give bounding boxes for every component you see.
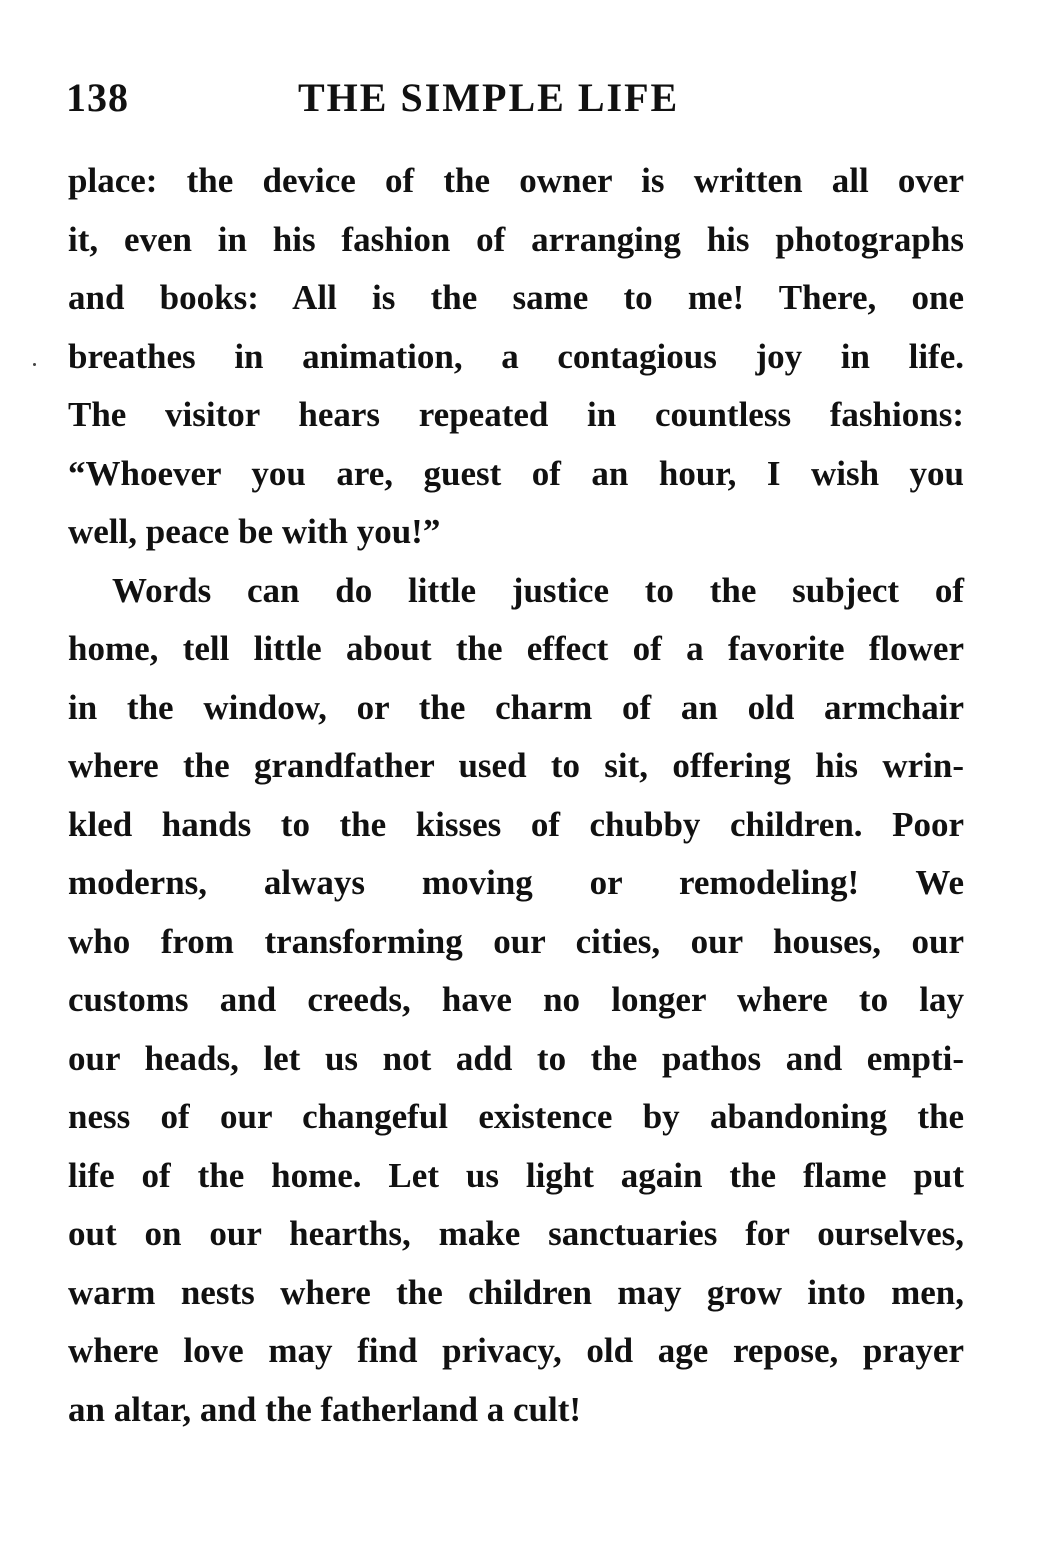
text-line: customs and creeds, have no longer where to lay: [68, 980, 964, 1019]
running-head: [66, 74, 966, 126]
text-line: out on our hearths, make sanctuaries for ourselves,: [68, 1214, 964, 1253]
text-line: kled hands to the kisses of chubby children. Poor: [68, 804, 964, 844]
text-line: life of the home. Let us light again the flame put: [68, 1155, 964, 1195]
text-line: who from transforming our cities, our houses, our: [68, 921, 964, 961]
text-line: “Whoever you are, guest of an hour, I wish you: [68, 453, 964, 493]
text-line: breathes in animation, a contagious joy in life.: [68, 336, 964, 376]
text-line: where love may find privacy, old age repose, prayer: [68, 1331, 964, 1370]
text-line: place: the device of the owner is written all over: [68, 161, 964, 200]
text-line: it, even in his fashion of arranging his photographs: [68, 219, 964, 259]
text-line: an altar, and the fatherland a cult!: [68, 1389, 582, 1429]
paragraph-2: [68, 562, 964, 1440]
text-line: Words can do little justice to the subject of: [112, 570, 964, 610]
text-line: ness of our changeful existence by abandoning the: [68, 1097, 964, 1136]
body-text: [68, 152, 964, 1439]
text-line: and books: All is the same to me! There, one: [68, 278, 964, 317]
paragraph-1: [68, 152, 964, 562]
text-line: home, tell little about the effect of a favorite flower: [68, 629, 964, 668]
margin-speck: [33, 363, 36, 366]
text-line: where the grandfather used to sit, offering his wrin-: [68, 746, 964, 785]
text-line: well, peace be with you!”: [68, 512, 441, 551]
page-number: 138: [66, 75, 129, 120]
text-line: moderns, always moving or remodeling! We: [68, 863, 964, 902]
text-line: The visitor hears repeated in countless fashions:: [68, 395, 964, 434]
text-line: our heads, let us not add to the pathos and empti-: [68, 1038, 964, 1078]
text-line: warm nests where the children may grow into men,: [68, 1272, 964, 1312]
text-line: in the window, or the charm of an old armchair: [68, 687, 964, 727]
running-title: THE SIMPLE LIFE: [298, 75, 680, 120]
